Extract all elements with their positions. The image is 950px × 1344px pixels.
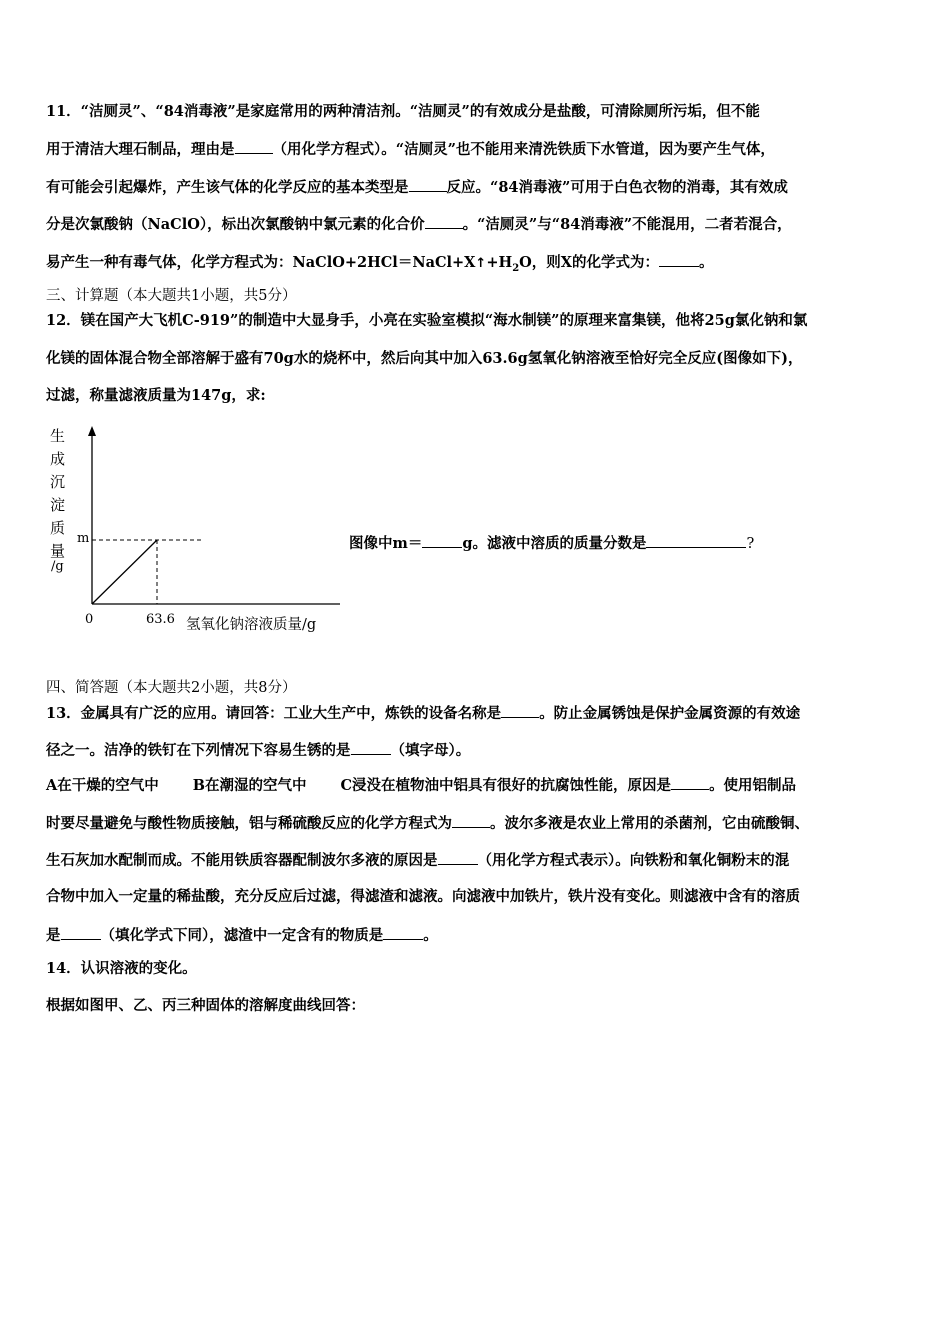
y-label-char: 沉 xyxy=(50,473,66,491)
y-label-char: 质 xyxy=(50,519,66,537)
q11-line-2: 用于清洁大理石制品，理由是 （用化学方程式）。“洁厕灵”也不能用来清洗铁质下水管道，因为要产生气体， xyxy=(46,141,775,158)
answer-blank[interactable] xyxy=(671,775,709,790)
y-axis-arrow-icon xyxy=(88,426,96,436)
precipitate-line xyxy=(92,540,157,604)
answer-blank[interactable] xyxy=(452,813,490,828)
section-heading-3: 三、计算题（本大题共1小题，共5分） xyxy=(46,288,297,304)
q13-line-4: 时要尽量避免与酸性物质接触，铝与稀硫酸反应的化学方程式为 。波尔多液是农业上常用的杀菌剂，它由硫酸铜、 xyxy=(46,815,809,832)
q13-line-1: 13．金属具有广泛的应用。请回答：工业大生产中，炼铁的设备名称是 。防止金属锈蚀是保护金属资源的有效途 xyxy=(46,705,801,722)
q13-line-5: 生石灰加水配制而成。不能用铁质容器配制波尔多液的原因是 （用化学方程式表示）。向铁粉和氧化铜粉末的混 xyxy=(46,852,790,869)
q11-line-1: 11．“洁厕灵”、“84消毒液”是家庭常用的两种清洁剂。“洁厕灵”的有效成分是盐酸，可清除厕所污垢，但不能 xyxy=(46,103,760,120)
answer-blank[interactable] xyxy=(409,177,447,192)
q12-line-3: 过滤，称量滤液质量为147g，求: xyxy=(46,387,266,404)
q11-line-5: 易产生一种有毒气体，化学方程式为：$NaClO+2HCl=NaCl+X↑+H_2O$，则X的化学式为： 。 xyxy=(46,254,714,274)
q13-line-7: 是 （填化学式下同），滤渣中一定含有的物质是 。 xyxy=(46,927,438,944)
q13-line-2: 径之一。洁净的铁钉在下列情况下容易生锈的是 （填字母）。 xyxy=(46,742,471,759)
y-axis-label xyxy=(50,427,65,574)
answer-blank[interactable] xyxy=(235,139,273,154)
answer-blank[interactable] xyxy=(383,925,423,940)
answer-blank[interactable] xyxy=(501,703,539,718)
y-label-char: 成 xyxy=(50,450,66,468)
answer-blank[interactable] xyxy=(659,252,699,267)
answer-blank[interactable] xyxy=(61,925,101,940)
answer-blank[interactable] xyxy=(438,850,478,865)
y-label-char: 生 xyxy=(50,427,66,445)
y-label-char: 淀 xyxy=(50,496,66,514)
q14-line-2: 根据如图甲、乙、丙三种固体的溶解度曲线回答： xyxy=(46,997,365,1014)
answer-blank-fraction[interactable] xyxy=(646,533,746,548)
y-tick-m: m xyxy=(77,531,90,546)
q14-line-1: 14．认识溶液的变化。 xyxy=(46,960,197,977)
q13-line-6: 合物中加入一定量的稀盐酸，充分反应后过滤，得滤渣和滤液。向滤液中加铁片，铁片没有变化。则滤液中含有的溶质 xyxy=(46,888,800,905)
q12-line-2: 化镁的固体混合物全部溶解于盛有70g水的烧杯中，然后向其中加入63.6g氢氧化钠溶液至恰好完全反应(图像如下)， xyxy=(46,350,803,367)
answer-blank-m[interactable] xyxy=(422,533,462,548)
answer-blank[interactable] xyxy=(425,214,463,229)
q11-line-3: 有可能会引起爆炸，产生该气体的化学反应的基本类型是 反应。“84消毒液”可用于白色衣物的消毒，其有效成 xyxy=(46,179,788,196)
precipitate-graph xyxy=(40,420,350,635)
origin-label: 0 xyxy=(85,612,94,627)
q12-line-1: 12．镁在国产大飞机C-919”的制造中大显身手，小亮在实验室模拟“海水制镁”的原理来富集镁，他将25g氯化钠和氯 xyxy=(46,312,808,329)
q12-graph-question: 图像中m＝ g。滤液中溶质的质量分数是 ? xyxy=(349,535,755,552)
q11-line-4: 分是次氯酸钠（NaClO），标出次氯酸钠中氯元素的化合价 。“洁厕灵”与“84消毒液”不能混用，二者若混合， xyxy=(46,216,792,233)
gas-arrow-icon: ↑ xyxy=(475,256,487,271)
x-axis-label: 氢氧化钠溶液质量/g xyxy=(186,617,317,633)
answer-blank[interactable] xyxy=(351,740,391,755)
y-unit: /g xyxy=(51,559,64,574)
y-label-char: 量 xyxy=(50,542,66,560)
x-tick-63.6: 63.6 xyxy=(146,612,175,627)
section-heading-4: 四、简答题（本大题共2小题，共8分） xyxy=(46,680,297,696)
q13-line-3: A在干燥的空气中 B在潮湿的空气中 C浸没在植物油中铝具有很好的抗腐蚀性能，原因是 。使用铝制品 xyxy=(46,777,797,794)
